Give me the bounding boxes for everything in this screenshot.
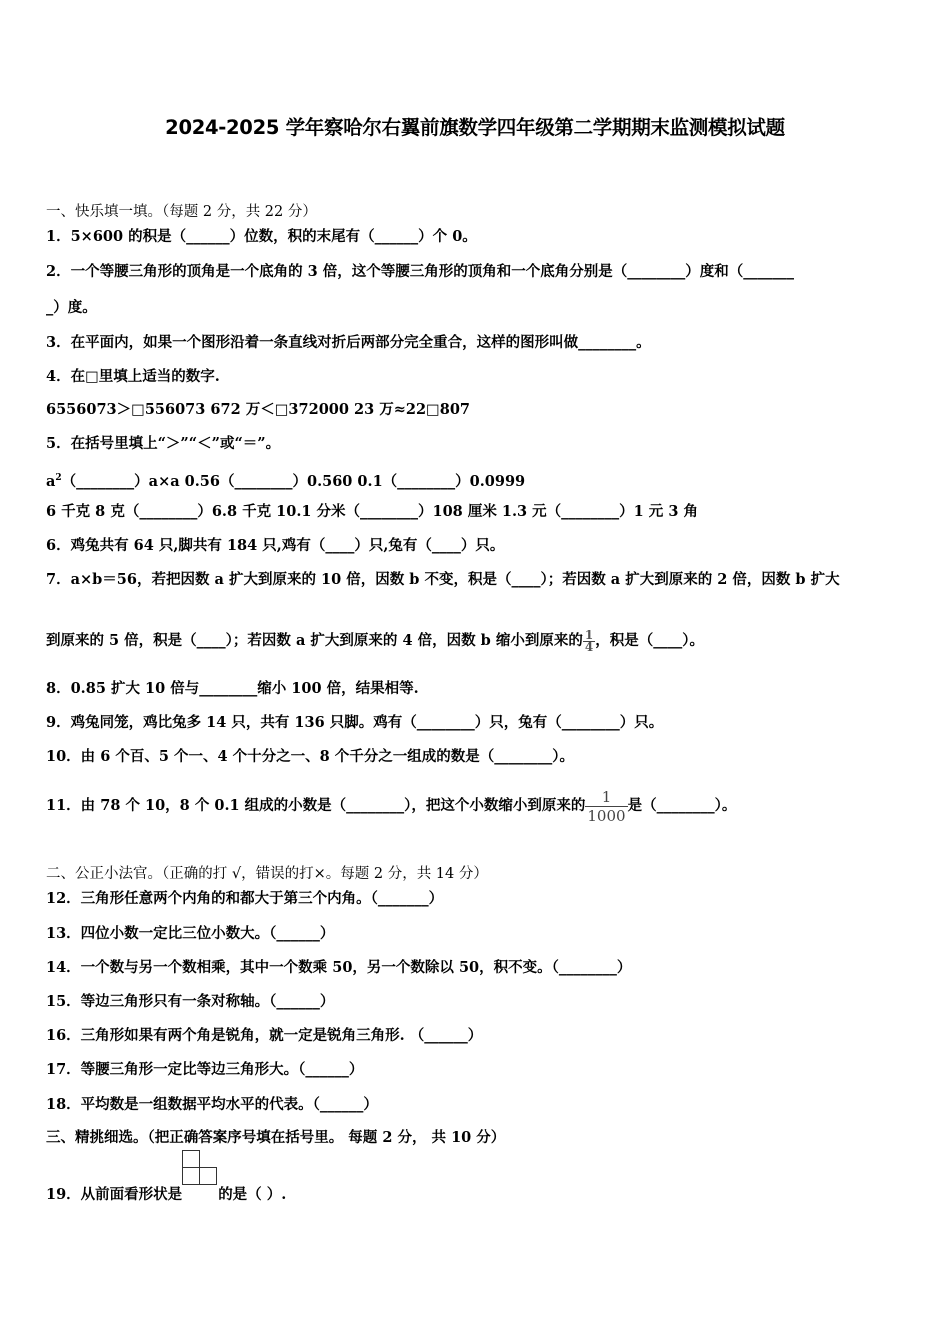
q5-row-1-text: （________）a×a 0.56（________）0.560 0.1（________）0.0999 xyxy=(61,472,526,490)
q5-base: a xyxy=(46,472,56,490)
fraction-numerator: 1 xyxy=(584,627,594,642)
question-15: 15．等边三角形只有一条对称轴。（______） xyxy=(46,993,335,1010)
q19-text: 19．从前面看形状是 xyxy=(46,1186,183,1203)
q19-tail: 的是（ ）. xyxy=(218,1186,287,1203)
q11-text: 11．由 78 个 10，8 个 0.1 组成的小数是（________），把这个小数缩小到原来的 xyxy=(46,797,586,814)
question-17: 17．等腰三角形一定比等边三角形大。（______） xyxy=(46,1061,364,1078)
question-8: 8．0.85 扩大 10 倍与________缩小 100 倍，结果相等. xyxy=(46,680,419,697)
question-5-row-2: 6 千克 8 克（________）6.8 千克 10.1 分米（________）108 厘米 1.3 元（________）1 元 3 角 xyxy=(46,503,698,520)
fraction-denominator: 4 xyxy=(584,639,594,654)
question-4: 4．在□里填上适当的数字. xyxy=(46,368,220,385)
q5-exponent: 2 xyxy=(55,473,62,483)
question-9: 9．鸡兔同笼，鸡比兔多 14 只，共有 136 只脚。鸡有（________）只，兔有（________）只。 xyxy=(46,714,664,731)
question-12: 12．三角形任意两个内角的和都大于第三个内角。（_______） xyxy=(46,890,444,907)
section-2-heading: 二、公正小法官。（正确的打 √，错误的打×。每题 2 分，共 14 分） xyxy=(46,866,488,882)
front-view-shape-icon xyxy=(182,1166,218,1202)
section-3-heading: 三、精挑细选。（把正确答案序号填在括号里。 每题 2 分， 共 10 分） xyxy=(46,1129,506,1146)
q7-cont-tail: ，积是（____）。 xyxy=(595,632,704,649)
q7-cont-text: 到原来的 5 倍，积是（____）；若因数 a 扩大到原来的 4 倍，因数 b 缩小到原来的 xyxy=(46,632,583,649)
question-14: 14．一个数与另一个数相乘，其中一个数乘 50，另一个数除以 50，积不变。（________） xyxy=(46,959,632,976)
question-1: 1．5×600 的积是（______）位数，积的末尾有（______）个 0。 xyxy=(46,228,477,245)
question-5-row-1 xyxy=(46,468,525,492)
question-10: 10．由 6 个百、5 个一、4 个十分之一、8 个千分之一组成的数是（________）。 xyxy=(46,748,575,765)
question-5: 5．在括号里填上“＞”“＜”或“＝”。 xyxy=(46,435,281,452)
question-16: 16．三角形如果有两个角是锐角，就一定是锐角三角形. （______） xyxy=(46,1027,483,1044)
question-4-items: 6556073＞□556073 672 万＜□372000 23 万≈22□807 xyxy=(46,401,471,418)
question-18: 18．平均数是一组数据平均水平的代表。（______） xyxy=(46,1096,378,1113)
q11-tail: 是（________）。 xyxy=(627,797,737,814)
question-19 xyxy=(46,1166,286,1205)
page-title: 2024-2025 学年察哈尔右翼前旗数学四年级第二学期期末监测模拟试题 xyxy=(165,116,785,139)
question-11 xyxy=(46,786,736,826)
question-3: 3．在平面内，如果一个图形沿着一条直线对折后两部分完全重合，这样的图形叫做________。 xyxy=(46,334,651,351)
section-1-heading: 一、快乐填一填。（每题 2 分，共 22 分） xyxy=(46,204,317,220)
fraction-one-thousandth xyxy=(585,788,627,825)
question-7: 7．a×b＝56，若把因数 a 扩大到原来的 10 倍，因数 b 不变，积是（____）；若因数 a 扩大到原来的 2 倍，因数 b 扩大 xyxy=(46,571,840,588)
question-2-cont: _）度。 xyxy=(46,299,97,316)
fraction-numerator: 1 xyxy=(601,787,612,806)
question-7-cont xyxy=(46,622,704,660)
fraction-one-quarter xyxy=(583,627,595,654)
fraction-denominator: 1000 xyxy=(587,806,626,825)
question-13: 13．四位小数一定比三位小数大。（______） xyxy=(46,925,335,942)
question-6: 6．鸡兔共有 64 只,脚共有 184 只,鸡有（____）只,兔有（____）只。 xyxy=(46,537,505,554)
question-2: 2．一个等腰三角形的顶角是一个底角的 3 倍，这个等腰三角形的顶角和一个底角分别是（________）度和（_______ xyxy=(46,263,795,280)
